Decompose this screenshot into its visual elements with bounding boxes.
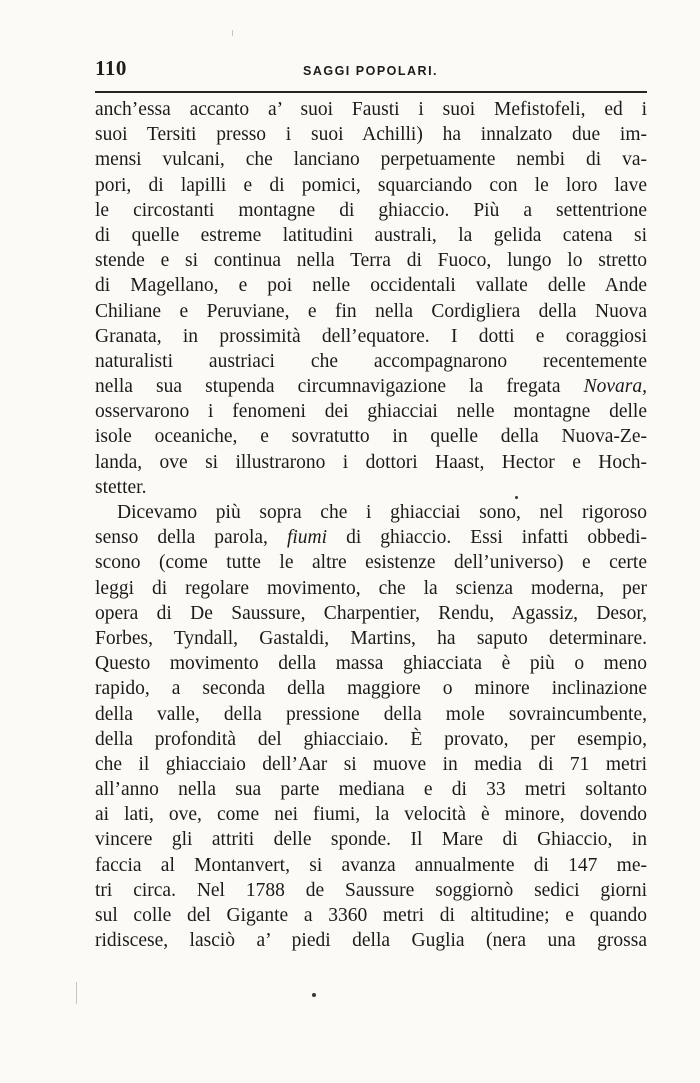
- text-line-with-italic: [95, 374, 647, 399]
- ink-speck: [515, 496, 518, 499]
- text-line: leggi di regolare movimento, che la scienza moderna, per: [95, 577, 647, 599]
- text-line: suoi Tersiti presso i suoi Achilli) ha innalzato due im-: [95, 124, 647, 146]
- text-line: mensi vulcani, che lanciano perpetuamente nembi di va-: [95, 149, 647, 171]
- text-line: pori, di lapilli e di pomici, squarciando con le loro lave: [95, 174, 647, 196]
- text-line: Chiliane e Peruviane, e fin nella Cordigliera della Nuova: [95, 300, 647, 322]
- text-line: sul colle del Gigante a 3360 metri di altitudine; e quando: [95, 905, 647, 926]
- running-head: SAGGI POPOLARI.: [303, 64, 439, 78]
- ink-speck: [312, 993, 316, 997]
- line-text: senso della parola,: [95, 527, 287, 549]
- text-line: le circostanti montagne di ghiaccio. Più a settentrione: [95, 199, 647, 221]
- text-line: landa, ove si illustrarono i dottori Haast, Hector e Hoch-: [95, 451, 647, 473]
- body-text: [95, 97, 647, 953]
- text-line: tri circa. Nel 1788 de Saussure soggiornò sedici giorni: [95, 879, 647, 901]
- header-rule: [95, 91, 647, 93]
- page-header: [95, 56, 647, 88]
- page-number: 110: [95, 56, 127, 80]
- page-edge-mark: [232, 30, 233, 36]
- text-line: stetter.: [95, 476, 147, 498]
- paragraph-2: [95, 500, 647, 953]
- page-edge-mark: [76, 982, 77, 1004]
- line-text: di ghiaccio. Essi infatti obbedi-: [327, 527, 647, 549]
- text-line: all’anno nella sua parte mediana e di 33 metri soltanto: [95, 779, 647, 801]
- text-line: naturalisti austriaci che accompagnarono recentemente: [95, 350, 647, 372]
- text-line: faccia al Montanvert, si avanza annualmente di 147 me-: [95, 854, 647, 876]
- text-line: Forbes, Tyndall, Gastaldi, Martins, ha saputo determinare.: [95, 627, 647, 649]
- text-line: di quelle estreme latitudini australi, la gelida catena si: [95, 224, 647, 246]
- text-line: ai lati, ove, come nei fiumi, la velocità è minore, dovendo: [95, 804, 647, 826]
- text-line: Questo movimento della massa ghiacciata è più o meno: [95, 653, 647, 675]
- text-line: scono (come tutte le altre esistenze dell’universo) e certe: [95, 552, 647, 574]
- text-line: Granata, in prossimità dell’equatore. I dotti e coraggiosi: [95, 325, 647, 347]
- text-line: osservarono i fenomeni dei ghiacciai nelle montagne delle: [95, 401, 647, 423]
- text-line: vincere gli attriti delle sponde. Il Mare di Ghiaccio, in: [95, 829, 647, 851]
- text-line: Dicevamo più sopra che i ghiacciai sono, nel rigoroso: [117, 502, 647, 523]
- text-line: opera di De Saussure, Charpentier, Rendu, Agassiz, Desor,: [95, 602, 647, 624]
- paragraph-1: [95, 97, 647, 500]
- text-line: di Magellano, e poi nelle occidentali vallate delle Ande: [95, 275, 647, 297]
- italic-word: fiumi: [286, 527, 328, 549]
- text-line: che il ghiacciaio dell’Aar si muove in media di 71 metri: [95, 753, 647, 775]
- text-line: ridiscese, lasciò a’ piedi della Guglia (nera una grossa: [95, 930, 647, 952]
- text-line: della valle, della pressione della mole sovraincumbente,: [95, 703, 647, 725]
- text-line: stende e si continua nella Terra di Fuoco, lungo lo stretto: [95, 250, 647, 272]
- text-line: anch’essa accanto a’ suoi Fausti i suoi Mefistofeli, ed i: [95, 99, 647, 120]
- text-line: isole oceaniche, e sovratutto in quelle della Nuova-Ze-: [95, 426, 647, 448]
- ship-name-italic: Novara,: [583, 376, 647, 398]
- text-line-with-italic: [95, 525, 647, 550]
- line-text: nella sua stupenda circumnavigazione la fregata: [95, 376, 584, 398]
- text-line: rapido, a seconda della maggiore o minore inclinazione: [95, 678, 647, 700]
- text-line: della profondità del ghiacciaio. È provato, per esempio,: [95, 728, 647, 750]
